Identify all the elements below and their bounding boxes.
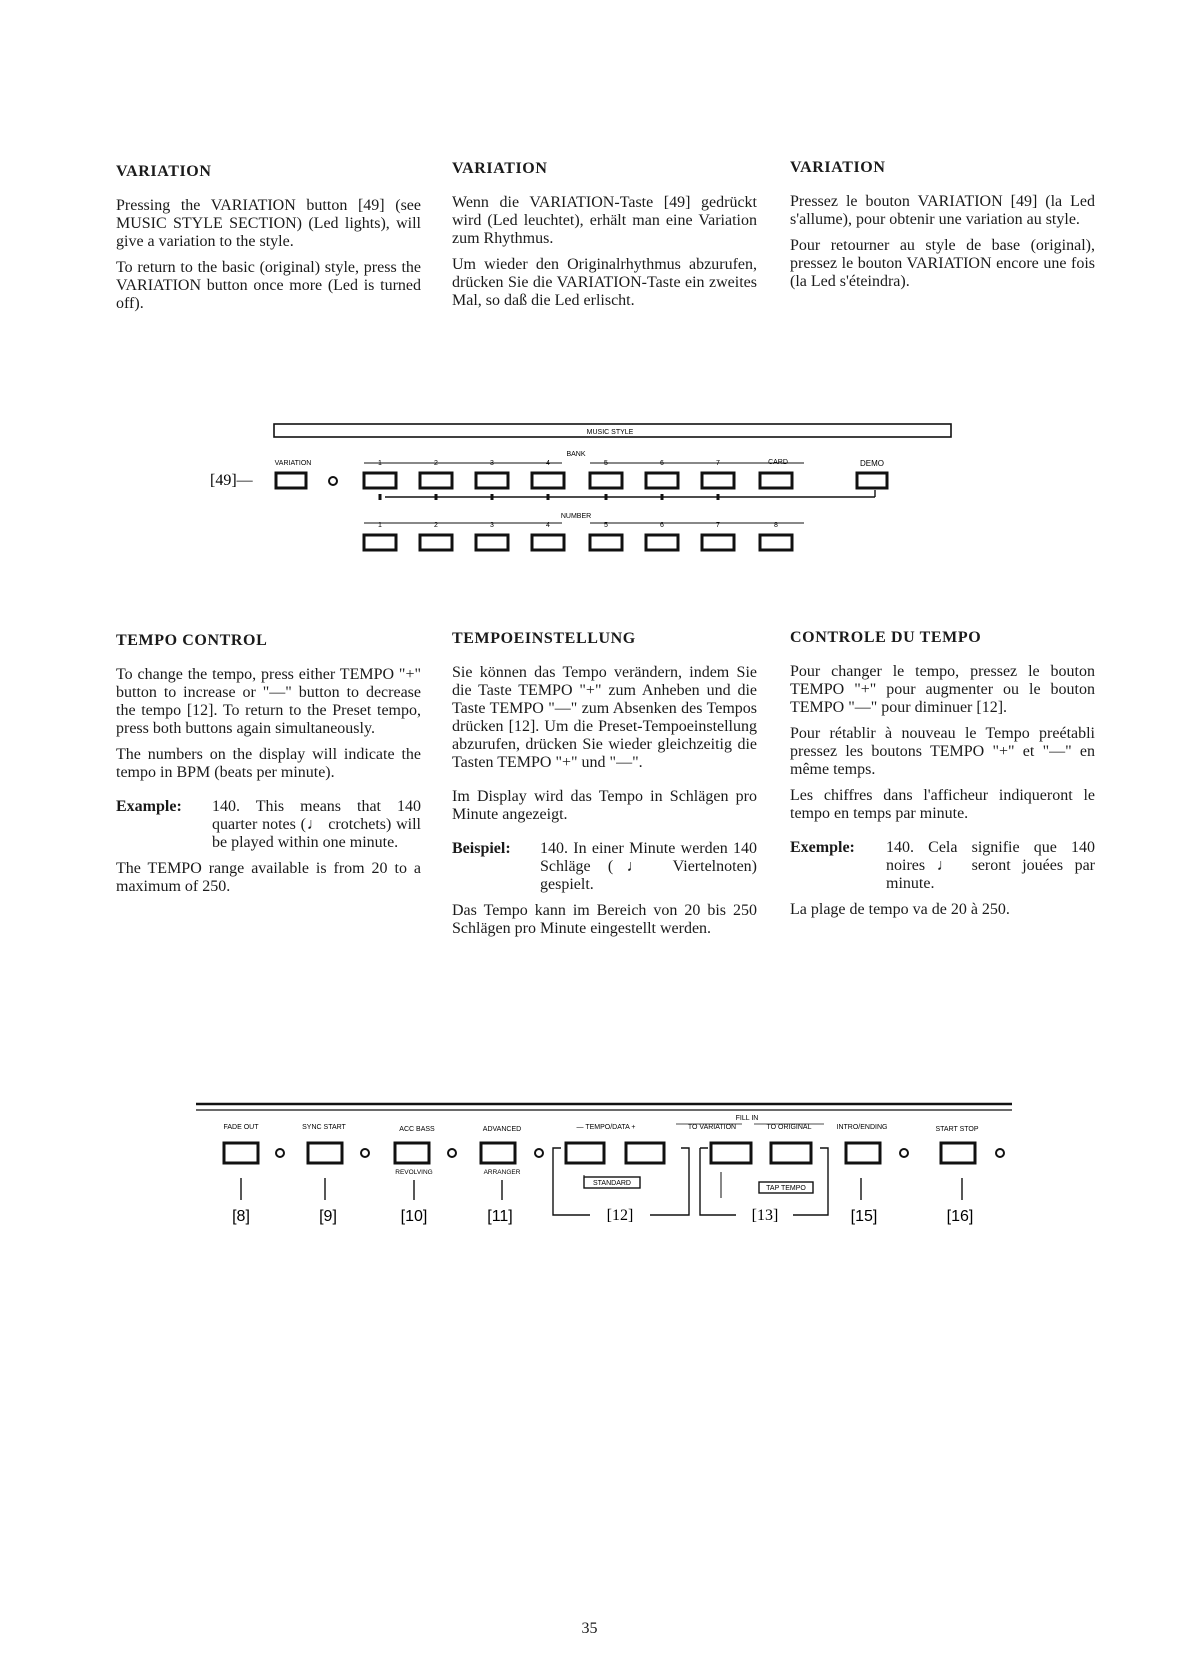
fade-out-button[interactable] (224, 1143, 258, 1163)
advanced-label: ADVANCED (482, 1126, 522, 1133)
tempo-fr-example-label: Exemple: (790, 839, 855, 856)
start-stop-label: START STOP (935, 1126, 979, 1133)
intro-ending-led (900, 1149, 908, 1157)
tempo-minus-button[interactable] (566, 1143, 604, 1163)
variation-en-p2: To return to the basic (original) style, press the VARIATION button once more (Led is turned off). (116, 259, 421, 312)
start-stop-led (996, 1149, 1004, 1157)
bank-button[interactable] (364, 473, 396, 488)
bank-button[interactable] (476, 473, 508, 488)
variation-en-column (116, 163, 421, 321)
bank-number-label: 6 (660, 460, 664, 467)
number-button[interactable] (590, 535, 622, 550)
tempo-en-p3: The TEMPO range available is from 20 to a maximum of 250. (116, 860, 421, 895)
ref-8: [8] (232, 1208, 250, 1225)
tempo-fr-p2: Pour rétablir à nouveau le Tempo preétabli pressez les boutons TEMPO "+" et "—" en même temps. (790, 725, 1095, 778)
tempo-fr-p4: La plage de tempo va de 20 à 250. (790, 901, 1010, 918)
tempo-de-title: TEMPOEINSTELLUNG (452, 630, 636, 647)
arranger-label: ARRANGER (483, 1169, 521, 1176)
variation-en-title: VARIATION (116, 163, 212, 180)
intro-ending-button[interactable] (846, 1143, 880, 1163)
number-button-label: 1 (378, 522, 382, 529)
tempo-de-example (452, 840, 757, 894)
to-variation-label: TO VARIATION (687, 1124, 737, 1131)
ref-12: [12] (606, 1207, 634, 1224)
card-button[interactable] (760, 473, 792, 488)
number-button[interactable] (364, 535, 396, 550)
number-button-label: 4 (546, 522, 550, 529)
variation-de-column (452, 160, 757, 318)
number-button-row (364, 522, 792, 550)
tempo-de-example-text: 140. In einer Minute werden 140 Schläge (♩ Viertelnoten) gespielt. (540, 840, 757, 893)
sync-start-button[interactable] (308, 1143, 342, 1163)
tap-tempo-label: TAP TEMPO (766, 1185, 806, 1192)
tempo-fr-title: CONTROLE DU TEMPO (790, 629, 982, 646)
number-button[interactable] (420, 535, 452, 550)
tempo-plus-button[interactable] (626, 1143, 664, 1163)
tempo-en-example (116, 798, 421, 852)
number-button[interactable] (532, 535, 564, 550)
ref-16: [16] (946, 1208, 974, 1225)
advanced-led (535, 1149, 543, 1157)
tempo-de-p2: Im Display wird das Tempo in Schlägen pro Minute angezeigt. (452, 788, 757, 823)
page-number: 35 (581, 1620, 598, 1637)
card-label: CARD (768, 459, 788, 466)
variation-button-label: VARIATION (274, 460, 312, 467)
sync-start-label: SYNC START (302, 1124, 346, 1131)
number-button[interactable] (646, 535, 678, 550)
bank-button[interactable] (702, 473, 734, 488)
variation-fr-p2: Pour retourner au style de base (original), pressez le bouton VARIATION encore une fois (la Led s'éteindra). (790, 237, 1095, 290)
start-stop-button[interactable] (941, 1143, 975, 1163)
tempo-fr-example-text: 140. Cela signifie que 140 noires ♩ seront jouées par minute. (886, 839, 1095, 892)
tempo-en-p2: The numbers on the display will indicate the tempo in BPM (beats per minute). (116, 746, 421, 781)
variation-fr-title: VARIATION (790, 159, 886, 176)
tempo-de-p1: Sie können das Tempo verändern, indem Sie die Taste TEMPO "+" zum Anheben und die Taste TEMPO "—" zum Absenken des Tempos drücken [12]. Um die Preset-Tempoeinstellung abzurufen, drücken Sie wieder gleichzeitig die Tasten TEMPO "+" und "—". (452, 664, 757, 771)
variation-de-p1: Wenn die VARIATION-Taste [49] gedrückt wird (Led leuchtet), erhält man eine Variation zum Rhythmus. (452, 194, 757, 247)
number-button-label: 6 (660, 522, 664, 529)
bank-number-label: 3 (490, 460, 494, 467)
bank-button-row (364, 460, 792, 500)
ref-13: [13] (751, 1207, 779, 1224)
number-button[interactable] (760, 535, 792, 550)
variation-de-p2: Um wieder den Originalrhythmus abzurufen, drücken Sie die VARIATION-Taste ein zweites Mal, so daß die Led erlischt. (452, 256, 757, 309)
demo-button[interactable] (857, 473, 887, 488)
tempo-fr-p3: Les chiffres dans l'afficheur indiqueront le tempo en temps par minute. (790, 787, 1095, 822)
fill-in-label: FILL IN (735, 1115, 759, 1122)
tempo-data-label: — TEMPO/DATA + (576, 1124, 636, 1131)
music-style-label: MUSIC STYLE (586, 429, 634, 436)
number-button-label: 2 (434, 522, 438, 529)
tempo-en-example-text: 140. This means that 140 quarter notes (♩ crotchets) will be played within one minute. (212, 798, 421, 851)
to-original-label: TO ORIGINAL (766, 1124, 812, 1131)
ref-49: [49]— (210, 472, 253, 489)
bank-button[interactable] (420, 473, 452, 488)
ref-15: [15] (850, 1208, 878, 1225)
fade-out-label: FADE OUT (223, 1124, 259, 1131)
bank-button[interactable] (532, 473, 564, 488)
revolving-label: REVOLVING (395, 1169, 433, 1176)
variation-en-p1: Pressing the VARIATION button [49] (see MUSIC STYLE SECTION) (Led lights), will give a variation to the style. (116, 197, 421, 250)
variation-led (329, 477, 337, 485)
acc-bass-button[interactable] (395, 1143, 429, 1163)
ref-9: [9] (319, 1208, 337, 1225)
fade-out-led (276, 1149, 284, 1157)
tempo-en-p1: To change the tempo, press either TEMPO "+" button to increase or "—" button to decrease the tempo [12]. To return to the Preset tempo, press both buttons again simultaneously. (116, 666, 421, 737)
bank-number-label: 5 (604, 460, 608, 467)
sync-start-led (361, 1149, 369, 1157)
bank-number-label: 4 (546, 460, 550, 467)
tempo-en-title: TEMPO CONTROL (116, 632, 268, 649)
bank-button[interactable] (646, 473, 678, 488)
advanced-button[interactable] (481, 1143, 515, 1163)
number-button-label: 3 (490, 522, 494, 529)
intro-ending-label: INTRO/ENDING (836, 1124, 888, 1131)
bank-label: BANK (566, 451, 586, 458)
ref-11: [11] (487, 1208, 513, 1225)
tempo-en-column (116, 632, 421, 904)
variation-button[interactable] (276, 473, 306, 488)
tempo-en-example-label: Example: (116, 798, 182, 815)
bank-number-label: 7 (716, 460, 720, 467)
number-label: NUMBER (560, 513, 592, 520)
bank-number-label: 1 (378, 460, 382, 467)
demo-label: DEMO (860, 459, 884, 468)
variation-de-title: VARIATION (452, 160, 548, 177)
tempo-fr-column (790, 629, 1095, 927)
number-button-label: 7 (716, 522, 720, 529)
number-button-label: 5 (604, 522, 608, 529)
variation-fr-column (790, 159, 1095, 299)
tempo-fr-example (790, 839, 1095, 893)
bank-number-label: 2 (434, 460, 438, 467)
fill-to-variation-button[interactable] (711, 1143, 751, 1163)
number-button-label: 8 (774, 522, 778, 529)
variation-fr-p1: Pressez le bouton VARIATION [49] (la Led s'allume), pour obtenir une variation au style. (790, 193, 1095, 228)
tempo-de-example-label: Beispiel: (452, 840, 511, 857)
tempo-fr-p1: Pour changer le tempo, pressez le bouton TEMPO "+" pour augmenter ou le bouton TEMPO "—" pour diminuer [12]. (790, 663, 1095, 716)
tempo-de-column (452, 630, 757, 946)
bank-button[interactable] (590, 473, 622, 488)
number-button[interactable] (476, 535, 508, 550)
fill-to-original-button[interactable] (771, 1143, 811, 1163)
number-button[interactable] (702, 535, 734, 550)
standard-label: STANDARD (593, 1180, 631, 1187)
acc-bass-led (448, 1149, 456, 1157)
tempo-de-p3: Das Tempo kann im Bereich von 20 bis 250 Schlägen pro Minute eingestellt werden. (452, 902, 757, 937)
ref-10: [10] (400, 1208, 428, 1225)
acc-bass-label: ACC BASS (399, 1126, 435, 1133)
